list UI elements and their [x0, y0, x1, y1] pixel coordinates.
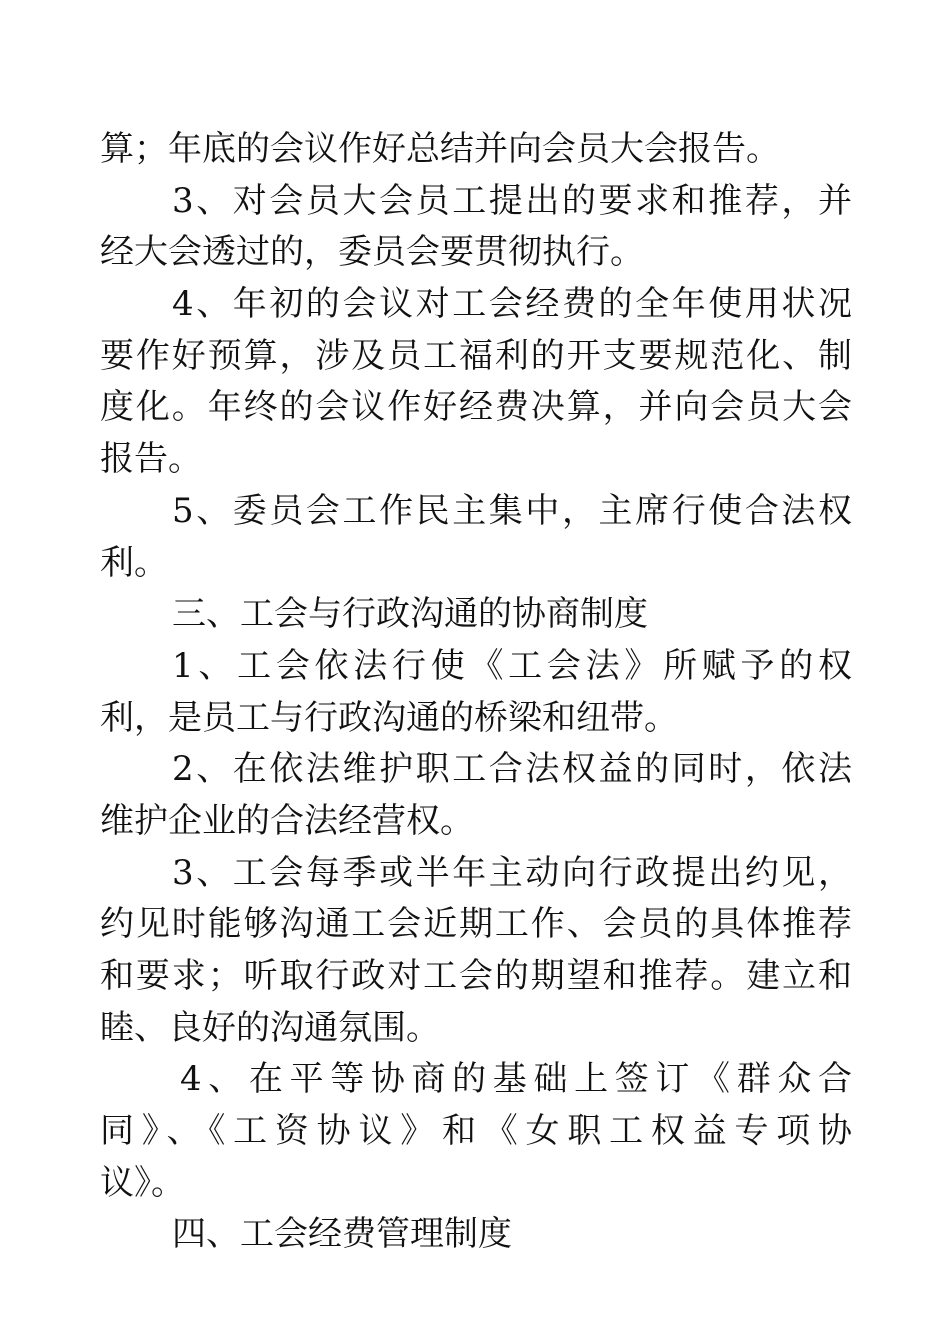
text-line: 利。 — [100, 542, 168, 583]
text-line: 约见时能够沟通工会近期工作、会员的具体推荐 — [100, 904, 852, 945]
document-body — [100, 124, 852, 1261]
text-line: 维护企业的合法经营权。 — [100, 800, 474, 841]
text-line: 3、对会员大会员工提出的要求和推荐，并 — [172, 180, 852, 221]
section-heading: 四、工会经费管理制度 — [172, 1214, 512, 1255]
text-line: 经大会透过的，委员会要贯彻执行。 — [100, 232, 644, 273]
text-line: 报告。 — [100, 439, 202, 480]
text-line: 要作好预算，涉及员工福利的开支要规范化、制 — [100, 335, 852, 376]
text-line: 2、在依法维护职工合法权益的同时，依法 — [172, 749, 852, 790]
text-line: 度化。年终的会议作好经费决算，并向会员大会 — [100, 387, 852, 428]
text-line: 3、工会每季或半年主动向行政提出约见， — [172, 852, 852, 893]
text-line: 1、工会依法行使《工会法》所赋予的权 — [172, 645, 852, 686]
text-line: 利，是员工与行政沟通的桥梁和纽带。 — [100, 697, 678, 738]
text-line: 睦、良好的沟通氛围。 — [100, 1007, 440, 1048]
section-heading: 三、工会与行政沟通的协商制度 — [172, 594, 648, 635]
text-line: 4、年初的会议对工会经费的全年使用状况 — [172, 284, 852, 325]
text-line: 算；年底的会议作好总结并向会员大会报告。 — [100, 129, 780, 169]
text-line: 和要求；听取行政对工会的期望和推荐。建立和 — [100, 956, 852, 996]
text-line: 议》。 — [100, 1162, 185, 1203]
text-line: 同》、《工资协议》和《女职工权益专项协 — [100, 1111, 852, 1152]
text-line: 5、委员会工作民主集中，主席行使合法权 — [172, 490, 852, 531]
text-line: 4、在平等协商的基础上签订《群众合 — [180, 1059, 852, 1100]
